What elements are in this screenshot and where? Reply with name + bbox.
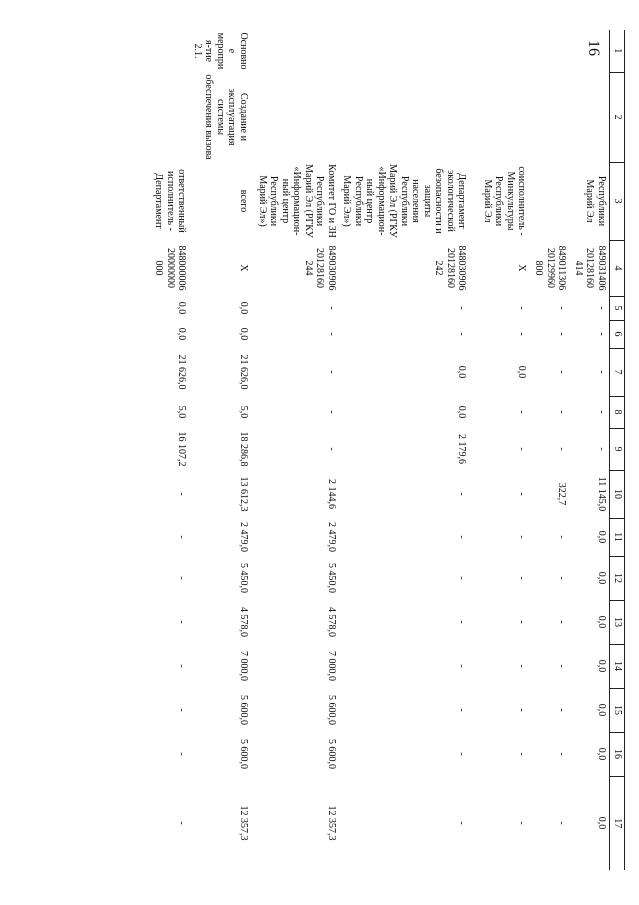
value-cell: 5 600,0 bbox=[238, 739, 249, 769]
value-cell: 18 286,8 bbox=[238, 431, 249, 467]
value-cell: - bbox=[556, 447, 568, 451]
value-cell: 11 145,0 bbox=[596, 476, 607, 512]
cell-c2 bbox=[251, 72, 339, 162]
cell-c2 bbox=[570, 72, 610, 162]
value-cell: 0,0 bbox=[456, 365, 468, 379]
value-cell: - bbox=[556, 576, 568, 580]
cell-c3: Республики Марий Эл bbox=[584, 175, 607, 227]
table-row bbox=[190, 30, 252, 870]
value-cell: - bbox=[556, 664, 568, 668]
cell-c1: Основное мероприя-тие 2.1. bbox=[192, 32, 249, 70]
value-cell: - bbox=[456, 752, 468, 756]
value-cell: - bbox=[556, 535, 568, 539]
cell-c4: X bbox=[516, 264, 528, 272]
budget-table bbox=[150, 30, 626, 870]
value-cell: 0,0 bbox=[596, 615, 607, 629]
value-cell: - bbox=[456, 620, 468, 624]
value-cell: - bbox=[176, 620, 188, 624]
column-header: 3 bbox=[610, 162, 625, 240]
value-cell: - bbox=[326, 447, 337, 451]
value-cell: - bbox=[456, 332, 468, 336]
cell-c4: 849030906 20128160 244 bbox=[303, 245, 337, 291]
value-cell: - bbox=[516, 576, 528, 580]
cell-c3: всего bbox=[238, 189, 249, 213]
value-cell: 13 612,3 bbox=[238, 476, 249, 512]
value-cell: 0,0 bbox=[596, 659, 607, 673]
value-cell: 21 626,0 bbox=[176, 354, 188, 390]
value-cell: 0,0 bbox=[176, 301, 188, 315]
value-cell: - bbox=[456, 664, 468, 668]
column-header: 1 bbox=[610, 30, 625, 72]
value-cell: 5 600,0 bbox=[238, 695, 249, 725]
column-header: 8 bbox=[610, 396, 625, 428]
cell-c1 bbox=[470, 30, 530, 72]
value-cell: 5 600,0 bbox=[326, 695, 337, 725]
cell-c4: X bbox=[238, 264, 249, 272]
value-cell: 322,7 bbox=[556, 482, 568, 506]
column-header: 4 bbox=[610, 240, 625, 296]
value-cell: - bbox=[596, 306, 607, 310]
value-cell: - bbox=[556, 620, 568, 624]
value-cell: 2 479,0 bbox=[326, 522, 337, 552]
cell-c4: 848030906 20128160 242 bbox=[433, 245, 468, 291]
table-row bbox=[570, 30, 610, 870]
cell-c1 bbox=[251, 30, 339, 72]
value-cell: - bbox=[326, 306, 337, 310]
value-cell: 5 450,0 bbox=[238, 563, 249, 593]
value-cell: 4 578,0 bbox=[326, 607, 337, 637]
value-cell: 12 357,3 bbox=[326, 805, 337, 841]
value-cell: 0,0 bbox=[596, 816, 607, 830]
value-cell: 0,0 bbox=[238, 327, 249, 341]
value-cell: - bbox=[176, 708, 188, 712]
value-cell: - bbox=[516, 492, 528, 496]
column-header: 13 bbox=[610, 600, 625, 644]
value-cell: - bbox=[456, 492, 468, 496]
column-header: 9 bbox=[610, 428, 625, 470]
value-cell: 0,0 bbox=[176, 327, 188, 341]
column-header: 17 bbox=[610, 776, 625, 870]
table-row bbox=[150, 30, 190, 870]
column-header: 10 bbox=[610, 470, 625, 518]
value-cell: - bbox=[176, 576, 188, 580]
value-cell: 2 144,6 bbox=[326, 479, 337, 509]
cell-c2: Создание и эксплуатация системы обеспечения вызова bbox=[203, 74, 249, 160]
value-cell: - bbox=[556, 708, 568, 712]
cell-c3: ответственный исполнитель - Департамент bbox=[153, 169, 188, 233]
cell-c2 bbox=[339, 72, 470, 162]
value-cell: - bbox=[596, 447, 607, 451]
value-cell: - bbox=[516, 332, 528, 336]
value-cell: - bbox=[456, 576, 468, 580]
value-cell: - bbox=[556, 306, 568, 310]
value-cell: - bbox=[516, 410, 528, 414]
value-cell: - bbox=[456, 708, 468, 712]
table-row bbox=[339, 30, 470, 870]
value-cell: - bbox=[556, 752, 568, 756]
rotated-table-wrapper bbox=[105, 30, 625, 870]
cell-c4: 849031406 20128160 414 bbox=[573, 245, 607, 291]
value-cell: - bbox=[176, 821, 188, 825]
value-cell: 2 179,6 bbox=[456, 434, 468, 464]
value-cell: - bbox=[176, 535, 188, 539]
cell-c3 bbox=[530, 162, 570, 240]
value-cell: 0,0 bbox=[596, 530, 607, 544]
value-cell: 5,0 bbox=[176, 405, 188, 419]
value-cell: - bbox=[176, 664, 188, 668]
value-cell: 0,0 bbox=[516, 365, 528, 379]
value-cell: 12 357,3 bbox=[238, 805, 249, 841]
value-cell: - bbox=[456, 535, 468, 539]
table-row bbox=[470, 30, 530, 870]
cell-c2 bbox=[150, 72, 190, 162]
value-cell: - bbox=[516, 752, 528, 756]
value-cell: - bbox=[516, 447, 528, 451]
cell-c3: Комитет ГО и ЗН Республики Марий Эл (РГКУ «Информацион-ный центр Республики Марий Эл») bbox=[257, 164, 337, 238]
value-cell: - bbox=[516, 664, 528, 668]
value-cell: - bbox=[596, 332, 607, 336]
value-cell: 0,0 bbox=[238, 301, 249, 315]
value-cell: 2 479,0 bbox=[238, 522, 249, 552]
cell-c2 bbox=[530, 72, 570, 162]
cell-c1 bbox=[150, 30, 190, 72]
value-cell: - bbox=[516, 821, 528, 825]
value-cell: - bbox=[556, 410, 568, 414]
value-cell: 0,0 bbox=[456, 405, 468, 419]
value-cell: - bbox=[326, 410, 337, 414]
value-cell: 7 000,0 bbox=[238, 651, 249, 681]
cell-c1 bbox=[570, 30, 610, 72]
value-cell: - bbox=[556, 821, 568, 825]
value-cell: - bbox=[516, 535, 528, 539]
page-number: 16 bbox=[585, 40, 602, 56]
column-header: 11 bbox=[610, 518, 625, 556]
value-cell: - bbox=[176, 752, 188, 756]
column-header: 7 bbox=[610, 348, 625, 396]
cell-c2 bbox=[470, 72, 530, 162]
value-cell: 16 107,2 bbox=[176, 431, 188, 467]
value-cell: - bbox=[456, 306, 468, 310]
value-cell: - bbox=[596, 370, 607, 374]
value-cell: - bbox=[326, 332, 337, 336]
value-cell: - bbox=[596, 410, 607, 414]
value-cell: - bbox=[556, 370, 568, 374]
value-cell: 5 600,0 bbox=[326, 739, 337, 769]
value-cell: 21 626,0 bbox=[238, 354, 249, 390]
column-header: 6 bbox=[610, 320, 625, 348]
value-cell: 0,0 bbox=[596, 703, 607, 717]
value-cell: - bbox=[516, 708, 528, 712]
table-row bbox=[251, 30, 339, 870]
value-cell: 4 578,0 bbox=[238, 607, 249, 637]
value-cell: 7 000,0 bbox=[326, 651, 337, 681]
cell-c1 bbox=[530, 30, 570, 72]
column-header: 12 bbox=[610, 556, 625, 600]
value-cell: - bbox=[176, 492, 188, 496]
header-row bbox=[610, 30, 625, 870]
cell-c4: 849011306 20129960 800 bbox=[533, 245, 568, 291]
cell-c3: соисполнитель - Минкультуры Республики Марий Эл bbox=[482, 166, 528, 236]
value-cell: 0,0 bbox=[596, 747, 607, 761]
value-cell: - bbox=[456, 821, 468, 825]
column-header: 15 bbox=[610, 688, 625, 732]
value-cell: 5 450,0 bbox=[326, 563, 337, 593]
value-cell: - bbox=[326, 370, 337, 374]
column-header: 14 bbox=[610, 644, 625, 688]
column-header: 5 bbox=[610, 296, 625, 320]
value-cell: - bbox=[556, 332, 568, 336]
table-row bbox=[530, 30, 570, 870]
cell-c3: Департамент экологической безопасности и защиты населения Республики Марий Эл (РГКУ «Информацион-ный центр Республики Марий Эл») bbox=[341, 164, 468, 238]
value-cell: - bbox=[516, 306, 528, 310]
value-cell: 0,0 bbox=[596, 571, 607, 585]
value-cell: - bbox=[516, 620, 528, 624]
column-header: 2 bbox=[610, 72, 625, 162]
cell-c4: 848000006 20000000 000 bbox=[153, 245, 188, 291]
value-cell: 5,0 bbox=[238, 405, 249, 419]
cell-c1 bbox=[339, 30, 470, 72]
column-header: 16 bbox=[610, 732, 625, 776]
